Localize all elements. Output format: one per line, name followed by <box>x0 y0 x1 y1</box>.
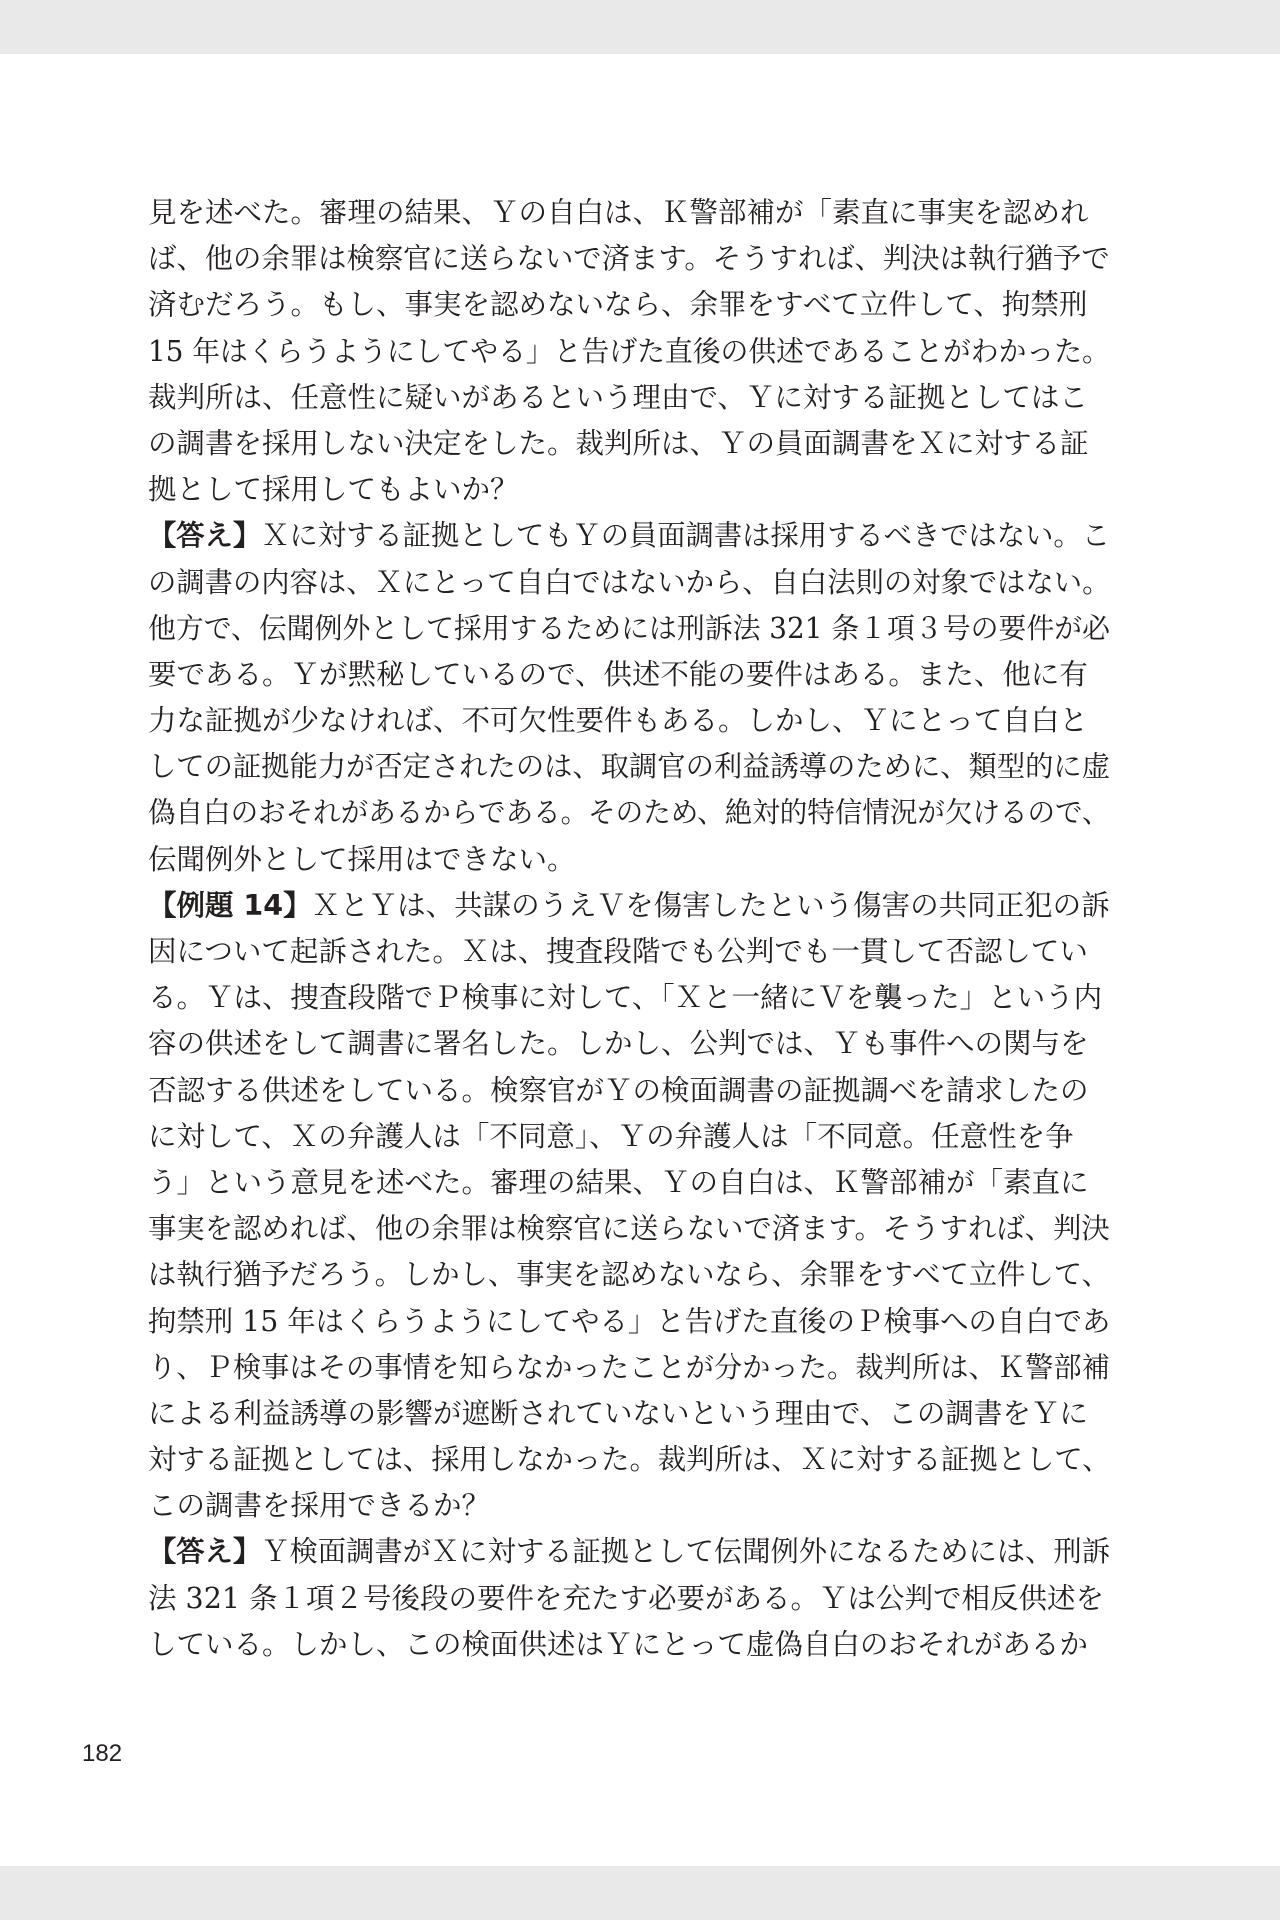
text-line <box>148 744 1111 790</box>
line-text: 事実を認めれば、他の余罪は検察官に送らないで済ます。そうすれば、判決 <box>148 1212 1110 1246</box>
line-text: る。Ｙは、捜査段階でＰ検事に対して、「Ｘと一緒にＶを襲った」という内 <box>148 981 1103 1015</box>
text-line <box>148 1391 1110 1437</box>
viewer-bottom-bar <box>0 1866 1280 1920</box>
text-line <box>148 606 1110 652</box>
line-text: による利益誘導の影響が遮断されていないという理由で、この調書をＹに <box>148 1396 1088 1430</box>
line-text: 拘禁刑 15 年はくらうようにしてやる」と告げた直後のＰ検事への自白であ <box>148 1304 1111 1338</box>
line-text: 15 年はくらうようにしてやる」と告げた直後の供述であることがわかった。 <box>148 334 1110 368</box>
line-text: の調書の内容は、Ｘにとって自白ではないから、自白法則の対象ではない。 <box>148 565 1111 599</box>
text-line <box>148 1021 1110 1067</box>
line-text: の調書を採用しない決定をした。裁判所は、Ｙの員面調書をＸに対する証 <box>148 426 1089 460</box>
line-text: 伝聞例外として採用はできない。 <box>148 842 576 876</box>
text-line <box>148 1576 1110 1622</box>
line-text: 済むだろう。もし、事実を認めないなら、余罪をすべて立件して、拘禁刑 <box>148 288 1088 322</box>
text-line <box>148 421 1110 467</box>
line-text: 裁判所は、任意性に疑いがあるという理由で、Ｙに対する証拠としてはこ <box>148 380 1088 414</box>
text-line <box>148 190 1110 236</box>
text-line <box>148 975 1110 1021</box>
line-text: ＸとＹは、共謀のうえＶを傷害したという傷害の共同正犯の訴 <box>311 888 1110 922</box>
section-label: 【答え】 <box>148 519 262 553</box>
line-text: 容の供述をして調書に署名した。しかし、公判では、Ｙも事件への関与を <box>148 1027 1089 1061</box>
line-text: 法 321 条１項２号後段の要件を充たす必要がある。Ｙは公判で相反供述を <box>148 1581 1105 1615</box>
text-line <box>148 1299 1111 1345</box>
text-line <box>148 929 1110 975</box>
text-line <box>148 467 1110 513</box>
text-line <box>148 1252 1110 1298</box>
section-label: 【答え】 <box>148 1535 262 1569</box>
line-text: 偽自白のおそれがあるからである。そのため、絶対的特信情況が欠けるので、 <box>148 796 1110 830</box>
page-body-text <box>148 190 1110 1668</box>
text-line <box>148 282 1110 328</box>
text-line <box>148 329 1110 375</box>
text-line <box>148 837 1110 883</box>
viewer-top-bar <box>0 0 1280 54</box>
line-text: に対して、Ｘの弁護人は「不同意」、Ｙの弁護人は「不同意。任意性を争 <box>148 1119 1074 1153</box>
text-line <box>148 883 1110 929</box>
text-line <box>148 513 1111 559</box>
line-text: 他方で、伝聞例外として採用するためには刑訴法 321 条１項３号の要件が必 <box>148 611 1110 645</box>
line-text: 要である。Ｙが黙秘しているので、供述不能の要件はある。また、他に有 <box>148 657 1088 691</box>
section-label: 【例題 14】 <box>148 888 312 922</box>
text-line <box>148 1345 1111 1391</box>
line-text: 因について起訴された。Ｘは、捜査段階でも公判でも一貫して否認してい <box>148 935 1088 968</box>
text-line <box>148 790 1110 836</box>
line-text: この調書を採用できるか？ <box>148 1489 491 1523</box>
text-line <box>148 1206 1110 1252</box>
line-text: は執行猶予だろう。しかし、事実を認めないなら、余罪をすべて立件して、 <box>148 1258 1110 1292</box>
text-line <box>148 652 1110 698</box>
text-line <box>148 375 1110 421</box>
line-text: 見を述べた。審理の結果、Ｙの自白は、Ｋ警部補が「素直に事実を認めれ <box>148 196 1089 229</box>
text-line <box>148 1437 1111 1483</box>
text-line <box>148 698 1110 744</box>
line-text: Ｙ検面調書がＸに対する証拠として伝聞例外になるためには、刑訴 <box>261 1535 1111 1569</box>
line-text: 拠として採用してもよいか？ <box>148 473 519 507</box>
text-line <box>148 1160 1110 1206</box>
line-text: Ｘに対する証拠としてもＹの員面調書は採用するべきではない。こ <box>261 519 1111 553</box>
line-text: 否認する供述をしている。検察官がＹの検面調書の証拠調べを請求したの <box>148 1073 1089 1107</box>
page-number: 182 <box>82 1740 123 1767</box>
text-line <box>148 560 1111 606</box>
text-line <box>148 1529 1111 1575</box>
text-line <box>148 1068 1110 1114</box>
line-text: している。しかし、この検面供述はＹにとって虚偽自白のおそれがあるか <box>148 1627 1088 1661</box>
line-text: う」という意見を述べた。審理の結果、Ｙの自白は、Ｋ警部補が「素直に <box>148 1165 1089 1199</box>
text-line <box>148 1114 1110 1160</box>
line-text: 力な証拠が少なければ、不可欠性要件もある。しかし、Ｙにとって自白と <box>148 704 1088 738</box>
line-text: 対する証拠としては、採用しなかった。裁判所は、Ｘに対する証拠として、 <box>148 1443 1111 1477</box>
text-line <box>148 1622 1110 1668</box>
text-line <box>148 1483 1110 1529</box>
line-text: ば、他の余罪は検察官に送らないで済ます。そうすれば、判決は執行猶予で <box>148 242 1110 276</box>
line-text: しての証拠能力が否定されたのは、取調官の利益誘導のために、類型的に虚 <box>148 750 1111 784</box>
text-line <box>148 236 1110 282</box>
line-text: り、Ｐ検事はその事情を知らなかったことが分かった。裁判所は、Ｋ警部補 <box>148 1350 1111 1384</box>
